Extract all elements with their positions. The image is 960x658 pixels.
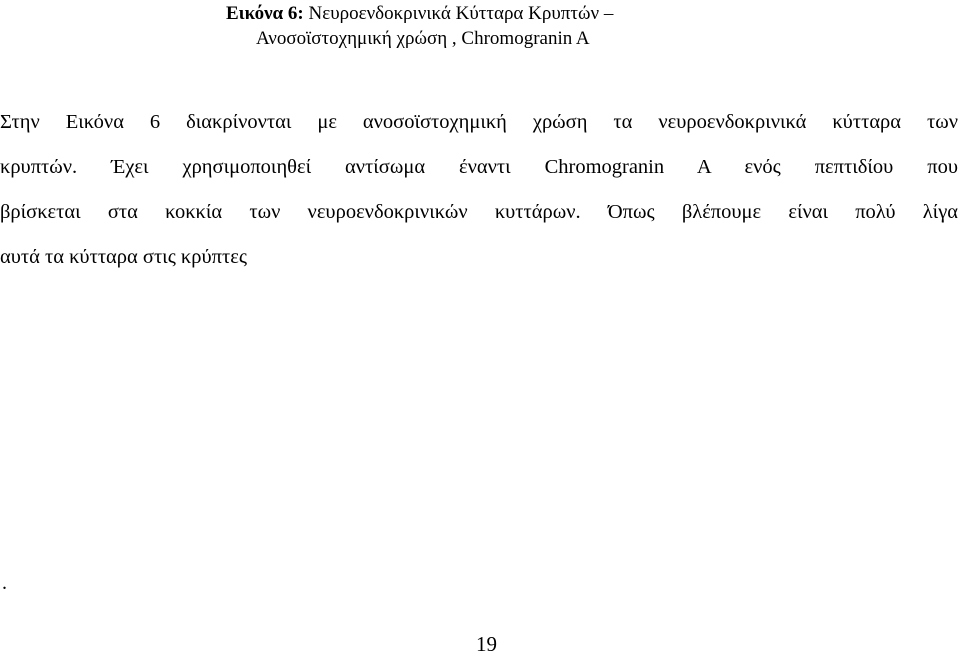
paragraph-line-4: αυτά τα κύτταρα στις κρύπτες <box>0 246 247 268</box>
paragraph-line-3: βρίσκεται στα κοκκία των νευροενδοκρινικών κυττάρων. Όπως βλέπουμε είναι πολύ λίγα <box>0 201 958 223</box>
paragraph-line-1: Στην Εικόνα 6 διακρίνονται με ανοσοϊστοχημική χρώση τα νευροενδοκρινικά κύτταρα των <box>0 111 958 133</box>
page-number: 19 <box>476 632 497 656</box>
caption-title-text: Νευροενδοκρινικά Κύτταρα Κρυπτών – <box>303 3 614 24</box>
stray-period: . <box>2 572 7 594</box>
caption-line-1 <box>226 1 613 26</box>
caption-label: Εικόνα 6: <box>226 3 304 24</box>
paragraph-line-2: κρυπτών. Έχει χρησιμοποιηθεί αντίσωμα έναντι Chromogranin A ενός πεπτιδίου που <box>0 156 958 178</box>
caption-line-2: Ανοσοϊστοχημική χρώση , Chromogranin A <box>256 28 590 49</box>
